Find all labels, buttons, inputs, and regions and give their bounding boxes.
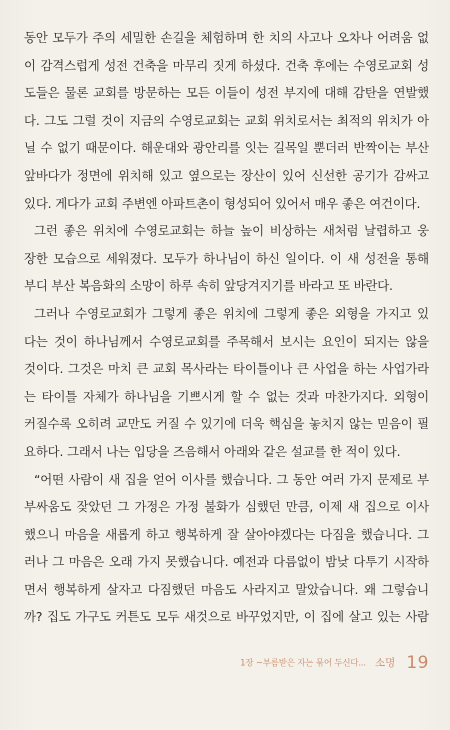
running-footer — [24, 652, 429, 673]
body-text — [24, 24, 429, 631]
text-line: 부싸움도 잦았던 그 가정은 가정 불화가 심했던 만큼, 이제 새 집으로 이사 — [24, 499, 429, 515]
text-line: 했으니 마음을 새롭게 하고 행복하게 잘 살아야겠다는 다짐을 했습니다. 그 — [24, 526, 429, 542]
text-line: “어떤 사람이 새 집을 얻어 이사를 했습니다. 그 동안 여러 가지 문제로 부 — [34, 471, 429, 487]
text-line: 커질수록 오히려 교만도 커질 수 있기에 더욱 핵심을 놓치지 않는 믿음이 필 — [24, 416, 429, 432]
text-line: 장한 모습으로 세워졌다. 모두가 하나님이 하신 일이다. 이 새 성전을 통해 — [24, 250, 429, 266]
text-line: 러나 그 마음은 오래 가지 못했습니다. 예전과 다름없이 밤낮 다투기 시작하 — [24, 554, 429, 570]
text-line: 것이다. 그것은 마치 큰 교회 목사라는 타이틀이나 큰 사업을 하는 사업가라 — [24, 361, 429, 377]
text-line: 동안 모두가 주의 세밀한 손길을 체험하며 한 치의 사고나 오차나 어려움 없 — [24, 30, 429, 45]
text-line: 요하다. 그래서 나는 입당을 즈음해서 아래와 같은 설교를 한 적이 있다. — [24, 443, 401, 459]
book-title: 소명 — [374, 657, 396, 669]
text-line: 그러나 수영로교회가 그렇게 좋은 위치에 그렇게 좋은 외형을 가지고 있 — [34, 305, 429, 321]
text-line: 다는 것이 하나님께서 수영로교회를 주목해서 보시는 요인이 되지는 않을 — [24, 333, 429, 349]
page-number: 19 — [406, 652, 429, 673]
text-line: 닐 수 없기 때문이다. 해운대와 광안리를 잇는 길목일 뿐더러 반짝이는 부산 — [24, 140, 429, 156]
text-line: 면서 행복하게 살자고 다짐했던 마음도 사라지고 말았습니다. 왜 그렇습니 — [24, 581, 429, 597]
text-line: 부디 부산 복음화의 소망이 하루 속히 앞당겨지기를 바라고 또 바란다. — [24, 278, 393, 294]
text-line: 앞바다가 정면에 위치해 있고 옆으로는 장산이 있어 신선한 공기가 감싸고 — [24, 167, 429, 183]
text-line: 는 타이틀 자체가 하나님을 기쁘시게 할 수 없는 것과 마찬가지다. 외형이 — [24, 388, 429, 404]
text-line: 다. 그도 그럴 것이 지금의 수영로교회는 교회 위치로서는 최적의 위치가 아 — [24, 112, 429, 128]
text-line: 까? 집도 가구도 커튼도 모두 새것으로 바꾸었지만, 이 집에 살고 있는 사람 — [24, 609, 429, 625]
text-line: 도들은 물론 교회를 방문하는 모든 이들이 성전 부지에 대해 감탄을 연발했 — [24, 85, 429, 101]
text-line: 있다. 게다가 교회 주변엔 아파트촌이 형성되어 있어서 매우 좋은 여건이다. — [24, 195, 421, 211]
text-line: 그런 좋은 위치에 수영로교회는 하늘 높이 비상하는 새처럼 날렵하고 웅 — [34, 223, 429, 239]
text-line: 이 감격스럽게 성전 건축을 마무리 짓게 하셨다. 건축 후에는 수영로교회 성 — [24, 57, 429, 73]
chapter-title: 1장 ~부름받은 자는 묶어 두신다... — [240, 658, 366, 669]
